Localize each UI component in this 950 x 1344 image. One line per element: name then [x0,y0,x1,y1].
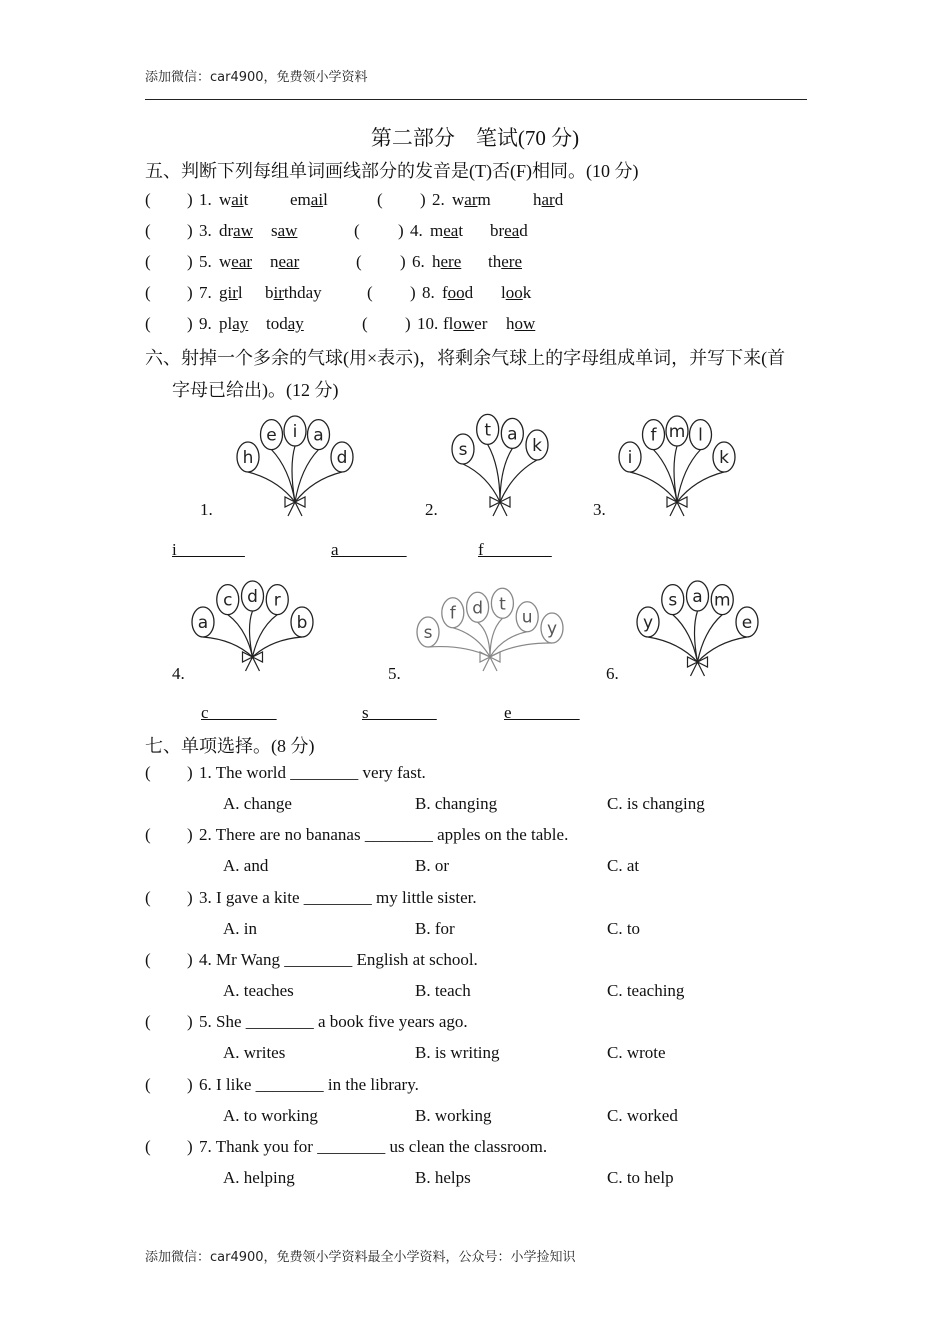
underlined-part: ar [541,190,555,209]
word [501,281,531,305]
balloon-letter: y [642,613,654,633]
page-header: 添加微信：car4900，免费领小学资料 [145,70,368,85]
word-part: pl [219,314,233,333]
answer-line[interactable]: f________ [478,540,552,559]
balloon-string [253,637,303,657]
balloon-letter: a [692,587,703,607]
answer-line[interactable]: c________ [201,703,277,722]
answer-line[interactable]: a________ [331,540,407,559]
underlined-part: gir [219,283,238,302]
item-number: 8. [422,283,435,302]
balloon-letter: a [507,424,518,445]
balloon-bunch [235,410,355,520]
underlined-part: ar [464,190,478,209]
word-part: d [464,283,474,302]
word-part: k [522,283,532,302]
word [219,188,248,212]
underlined-part: aw [277,221,298,240]
item-number: 10. [417,314,439,333]
answer-blank-close: ) [187,1012,193,1032]
word-part: h [506,314,515,333]
word [488,250,522,274]
option-c[interactable]: C. at [607,856,640,876]
section5-row [0,250,950,274]
balloon-string [228,615,253,657]
question-text: 4. Mr Wang ________ English at school. [199,949,478,969]
balloon-bunch [617,410,737,520]
balloon-letter: b [296,613,308,633]
option-b[interactable]: B. changing [415,794,498,813]
item-number: 1. [199,190,212,209]
underlined-part: oo [447,283,465,302]
balloon-letter: k [532,436,542,456]
option-b[interactable]: B. teach [415,980,471,1000]
balloon-letter: t [484,420,492,441]
page-title: 第二部分 笔试(70 分) [370,126,580,150]
word-part: d [519,221,528,240]
underlined-part: ear [278,252,300,271]
word-part: m [477,190,491,209]
balloon-letter: i [292,422,298,442]
word [430,219,463,243]
word [266,312,304,336]
word-part: l [323,190,328,209]
section5-heading: 五、判断下列每组单词画线部分的发音是(T)否(F)相同。(10 分) [145,161,639,181]
word [290,188,328,212]
option-c[interactable]: C. to [607,918,641,938]
answer-blank[interactable]: ( [145,221,151,240]
balloon-string [203,637,253,657]
balloon-string [272,450,296,502]
option-b[interactable]: B. helps [415,1167,471,1187]
answer-line[interactable]: s________ [362,703,437,722]
answer-blank-close: ) [405,314,411,333]
section7-heading: 七、单项选择。(8 分) [145,736,315,756]
balloon-bunch [415,585,565,675]
balloon-bunch [450,410,550,520]
answer-blank-close: ) [420,190,426,209]
balloon-letter: d [472,598,483,619]
answer-line[interactable]: e________ [504,703,580,722]
word-part: em [290,190,311,209]
answer-line[interactable]: i________ [172,540,245,559]
answer-blank-close: ) [398,221,404,240]
balloon-letter: s [458,440,468,460]
group-number: 4. [172,664,185,683]
option-a[interactable]: A. helping [223,1167,295,1187]
balloon-letter: u [521,607,533,628]
balloon-string [295,450,319,502]
option-a[interactable]: A. change [223,794,292,813]
option-a[interactable]: A. in [223,918,257,938]
balloon-letter: c [223,590,233,611]
item-number: 5. [199,252,212,271]
word-part: b [265,283,274,302]
balloon-string [490,632,527,657]
word-part: d [554,190,564,209]
word-part: t [458,221,464,240]
balloon-string [673,615,698,662]
group-number: 1. [200,500,213,519]
word [219,312,248,336]
item-number: 7. [199,283,212,302]
underlined-part: oo [505,283,523,302]
word-part: m [430,221,444,240]
balloon-letter: i [627,448,633,468]
balloon-bunch [190,575,315,675]
balloon-string [500,460,537,502]
underlined-part: ay [287,314,304,333]
answer-blank[interactable]: ( [145,283,151,302]
balloon-letter: s [668,590,678,611]
answer-blank[interactable]: ( [354,221,360,240]
option-c[interactable]: C. is changing [607,794,705,813]
option-b[interactable]: B. is writing [415,1043,500,1063]
word [506,312,535,336]
underlined-part: ow [514,314,536,333]
word-part: s [271,221,278,240]
answer-blank-close: ) [187,763,193,782]
word-part: er [474,314,488,333]
answer-blank-close: ) [187,825,193,845]
word [219,219,253,243]
answer-blank[interactable]: ( [145,949,151,969]
word-part: tod [266,314,288,333]
balloon-letter: a [197,613,209,633]
balloon-string [695,611,698,662]
word-part: t [243,190,249,209]
answer-blank[interactable]: ( [145,1074,151,1094]
option-a[interactable]: A. teaches [223,980,294,1000]
underlined-part: ay [232,314,249,333]
balloon-letter: d [336,448,348,468]
balloon-letter: f [449,603,456,624]
balloon-letter: t [499,594,506,615]
answer-blank[interactable]: ( [362,314,368,333]
answer-blank[interactable]: ( [145,314,151,333]
word-part: fl [443,314,454,333]
underlined-part: ai [231,190,244,209]
underlined-part: ow [453,314,475,333]
answer-blank[interactable]: ( [145,887,151,907]
word-part: l [501,283,506,302]
question-text: 3. I gave a kite ________ my little sister. [199,887,477,907]
word-part: br [490,221,505,240]
item-number: 6. [412,252,425,271]
item-number: 2. [432,190,445,209]
underlined-part: ai [310,190,324,209]
option-a[interactable]: A. writes [223,1043,286,1063]
answer-blank[interactable]: ( [145,190,151,209]
option-a[interactable]: A. to working [223,1105,318,1125]
answer-blank-close: ) [410,283,416,302]
answer-blank[interactable]: ( [377,190,383,209]
answer-blank-close: ) [187,314,193,333]
option-b[interactable]: B. working [415,1105,492,1125]
answer-blank[interactable]: ( [145,1136,151,1156]
word-part: w [452,190,465,209]
option-c[interactable]: C. teaching [607,980,685,1000]
answer-blank[interactable]: ( [356,252,362,271]
word [219,281,243,305]
section5-row [0,312,950,336]
balloon-string [500,448,512,502]
balloon-letter: a [313,425,324,446]
underlined-part: ea [443,221,459,240]
word-part: h [432,252,441,271]
section6-heading-line2: 字母已给出)。(12 分) [172,380,339,400]
word-part: dr [219,221,234,240]
underlined-part: ear [231,252,253,271]
balloon-string [453,628,490,657]
underlined-part: ea [504,221,520,240]
balloon-letter: l [698,425,703,446]
balloon-string [677,450,701,502]
balloon-string [292,446,295,502]
section5-row [0,188,950,212]
balloon-letter: e [266,425,277,446]
answer-blank-close: ) [187,1136,193,1156]
group-number: 5. [388,664,401,683]
answer-blank[interactable]: ( [145,1012,151,1032]
answer-blank[interactable]: ( [367,283,373,302]
balloon-letter: k [719,448,729,468]
word-part: f [442,283,448,302]
word-part: thday [283,283,322,302]
balloon-string [698,615,723,662]
answer-blank-close: ) [400,252,406,271]
question-text: 7. Thank you for ________ us clean the classroom. [199,1136,548,1156]
balloon-letter: e [741,613,753,633]
balloon-letter: h [242,448,254,468]
answer-blank-close: ) [187,221,193,240]
group-number: 3. [593,500,606,519]
word [270,250,299,274]
item-number: 4. [410,221,423,240]
balloon-string [250,611,253,657]
balloon-string [253,615,278,657]
question-text: 6. I like ________ in the library. [199,1074,419,1094]
word [265,281,322,305]
option-b[interactable]: B. for [415,918,455,938]
word [490,219,528,243]
word [442,281,473,305]
option-a[interactable]: A. and [223,856,269,876]
underlined-part: ere [440,252,462,271]
word-part: n [270,252,279,271]
balloon-string [488,444,500,502]
answer-blank-close: ) [187,252,193,271]
word [452,188,491,212]
balloon-string [463,464,500,502]
option-c[interactable]: C. wrote [607,1043,666,1063]
word-part: w [219,252,232,271]
question-text: 1. The world ________ very fast. [199,763,426,782]
word-part: th [488,252,502,271]
balloon-letter: r [273,590,281,611]
option-b[interactable]: B. or [415,856,449,876]
word-part: l [237,283,243,302]
balloon-bunch [635,575,760,680]
group-number: 6. [606,664,619,683]
question-text: 2. There are no bananas ________ apples on the table. [199,825,569,845]
answer-blank-close: ) [187,949,193,969]
item-number: 9. [199,314,212,333]
section5-row [0,281,950,305]
option-c[interactable]: C. worked [607,1105,678,1125]
answer-blank[interactable]: ( [145,825,151,845]
answer-blank[interactable]: ( [145,763,151,782]
balloon-string [674,446,677,502]
underlined-part: ir [273,283,284,302]
balloon-string [654,450,678,502]
answer-blank-close: ) [187,1074,193,1094]
section5-row [0,219,950,243]
balloon-letter: f [650,425,657,446]
word-part: h [533,190,542,209]
underlined-part: aw [233,221,253,240]
underlined-part: ere [501,252,522,271]
word [432,250,461,274]
word [271,219,297,243]
question-text: 5. She ________ a book five years ago. [199,1012,468,1032]
header-rule [145,99,807,100]
balloon-letter: y [546,619,558,639]
page-footer: 添加微信：car4900，免费领小学资料最全小学资料，公众号：小学捡知识 [145,1250,576,1265]
balloon-letter: s [423,623,433,643]
answer-blank-close: ) [187,283,193,302]
balloon-letter: m [668,422,686,442]
answer-blank[interactable]: ( [145,252,151,271]
word [443,312,487,336]
section6-heading-line1: 六、射掉一个多余的气球(用×表示)，将剩余气球上的字母组成单词，并写下来(首 [145,348,786,368]
option-c[interactable]: C. to help [607,1167,674,1187]
word [533,188,563,212]
answer-blank-close: ) [187,190,193,209]
balloon-letter: d [247,587,258,607]
word [219,250,252,274]
group-number: 2. [425,500,438,519]
word-part: w [219,190,232,209]
answer-blank-close: ) [187,887,193,907]
item-number: 3. [199,221,212,240]
balloon-letter: m [713,590,731,611]
